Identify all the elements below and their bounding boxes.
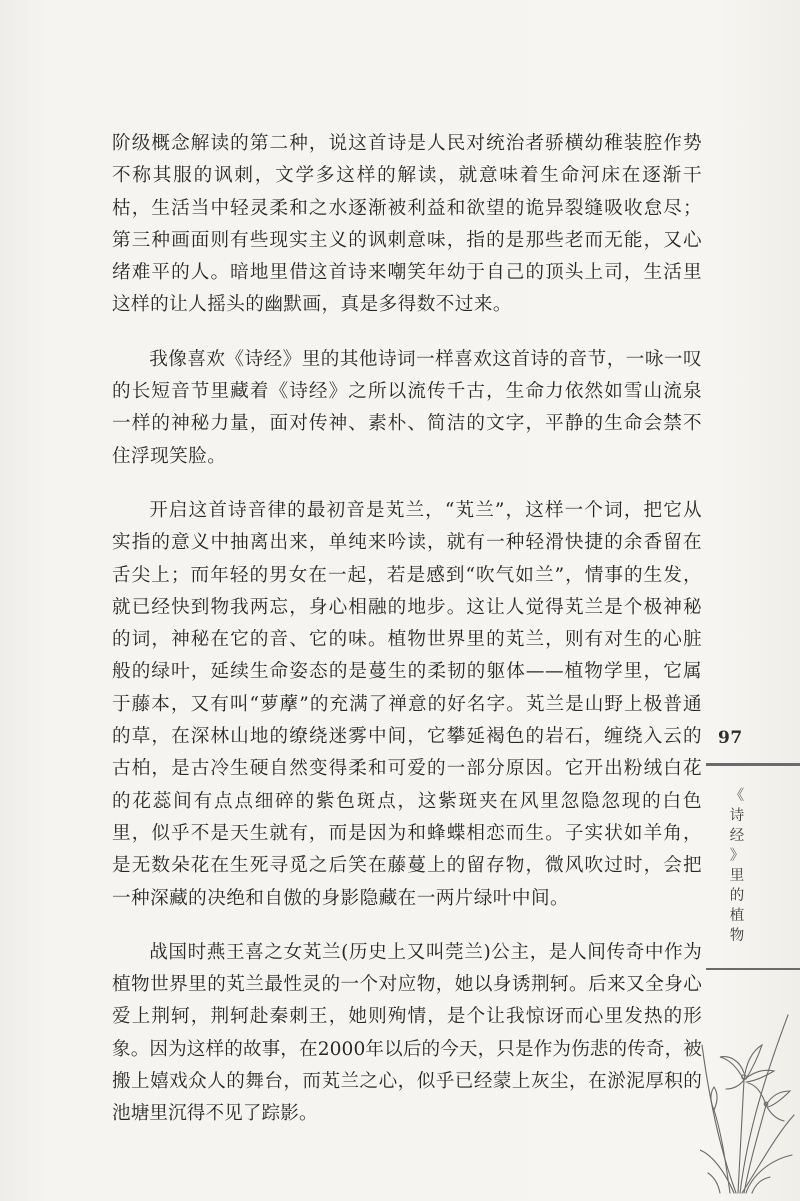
margin-rule-bottom [706, 968, 800, 970]
margin-rule-top [706, 763, 800, 766]
running-head-char: 植 [729, 908, 745, 924]
paragraph-4: 战国时燕王喜之女芄兰(历史上又叫莞兰)公主，是人间传奇中作为植物世界里的芄兰最性灵的一个对应物，她以身诱荆轲。后来又全身心爱上荆轲，荆轲赴秦刺王，她则殉情，是个让我惊讶而心里发热的形象。因为这样的故事，在2000年以后的今天，只是作为伤悲的传奇，被搬上嬉戏众人的舞台，而芄兰之心，似乎已经蒙上灰尘，在淤泥厚积的池塘里沉得不见了踪影。 [112, 941, 702, 1125]
running-head-char: 物 [729, 928, 745, 944]
page-number: 97 [718, 728, 743, 748]
running-head-char: 《 [729, 788, 745, 804]
running-head-char: 的 [729, 888, 745, 904]
paragraph-2: 我像喜欢《诗经》里的其他诗词一样喜欢这首诗的音节，一咏一叹的长短音节里藏着《诗经》之所以流传千古，生命力依然如雪山流泉一样的神秘力量，面对传神、素朴、简洁的文字，平静的生命会禁不住浮现笑脸。 [112, 348, 702, 467]
paragraph-3: 开启这首诗音律的最初音是芄兰，“芄兰”，这样一个词，把它从实指的意义中抽离出来，单纯来吟读，就有一种轻滑快捷的余香留在舌尖上；而年轻的男女在一起，若是感到“吹气如兰”，情事的生发，就已经快到物我两忘，身心相融的地步。这让人觉得芄兰是个极神秘的词，神秘在它的音、它的味。植物世界里的芄兰，则有对生的心脏般的绿叶，延续生命姿态的是蔓生的柔韧的躯体——植物学里，它属于藤本，又有叫“萝藦”的充满了禅意的好名字。芄兰是山野上极普通的草，在深林山地的缭绕迷雾中间，它攀延褐色的岩石，缠绕入云的古柏，是古冷生硬自然变得柔和可爱的一部分原因。它开出粉绒白花的花蕊间有点点细碎的紫色斑点，这紫斑夹在风里忽隐忽现的白色里，似乎不是天生就有，而是因为和蜂蝶相恋而生。子实状如羊角，是无数朵花在生死寻觅之后笑在藤蔓上的留存物，微风吹过时，会把一种深藏的决绝和自傲的身影隐藏在一两片绿叶中间。 [112, 499, 702, 909]
running-head-char: 经 [729, 828, 745, 844]
paragraph-1: 阶级概念解读的第二种，说这首诗是人民对统治者骄横幼稚装腔作势不称其服的讽刺，文学多这样的解读，就意味着生命河床在逐渐干枯，生活当中轻灵柔和之水逐渐被利益和欲望的诡异裂缝吸收怠尽；第三种画面则有些现实主义的讽刺意味，指的是那些老而无能，又心绪难平的人。暗地里借这首诗来嘲笑年幼于自己的顶头上司，生活里这样的让人摇头的幽默画，真是多得数不过来。 [112, 133, 702, 316]
running-head-char: 》 [729, 848, 745, 864]
running-head [726, 786, 748, 946]
running-head-char: 里 [729, 868, 745, 884]
running-head-char: 诗 [729, 808, 745, 824]
orchid-illustration [700, 985, 796, 1195]
body-text [112, 128, 702, 1153]
